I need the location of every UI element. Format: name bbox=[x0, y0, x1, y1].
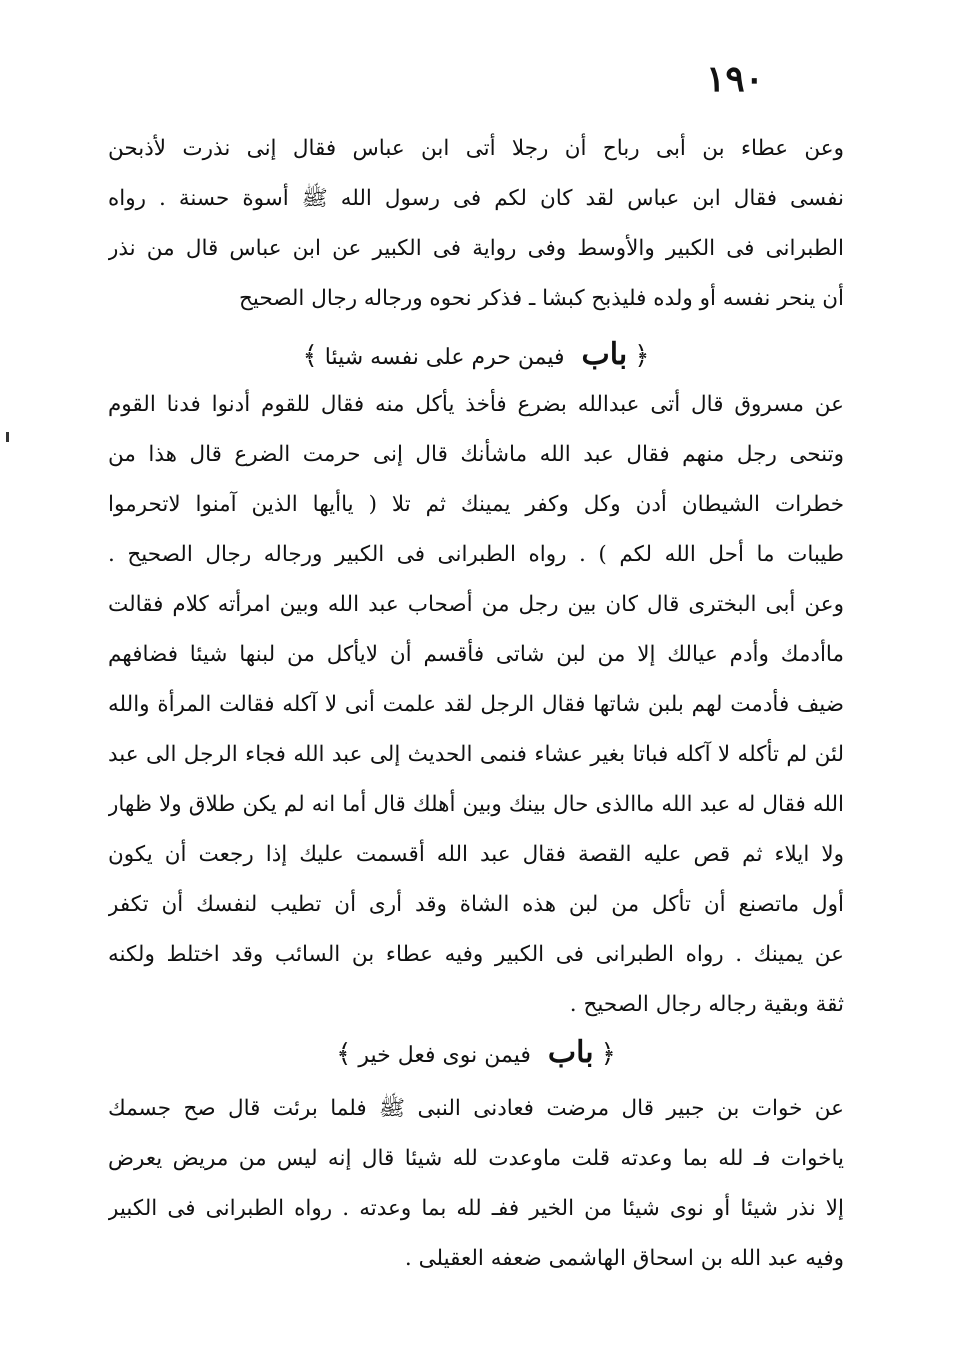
section-heading-1 bbox=[108, 326, 844, 384]
paragraph-1 bbox=[108, 124, 844, 324]
text-line: خطرات الشيطان أدن وكل وكفر يمينك ثم تلا ( ياأيها الذين آمنوا لاتحرموا bbox=[108, 492, 844, 517]
text-line: لئن لم تأكله لا آكله فباتا بغير عشاء فنمى الحديث إلى عبد الله فجاء الرجل الى عبد bbox=[108, 742, 844, 767]
text-line: طيبات ما أحل الله لكم ) . رواه الطبرانى فى الكبير ورجاله رجال الصحيح . bbox=[108, 542, 844, 567]
margin-mark bbox=[6, 432, 9, 442]
text-line: الطبرانى فى الكبير والأوسط وفى رواية فى الكبير عن ابن عباس قال من نذر bbox=[108, 236, 844, 261]
heading-title: فيمن حرم على نفسه شيئا bbox=[324, 345, 565, 370]
text-line: ثقة وبقية رجاله رجال الصحيح . bbox=[569, 992, 844, 1017]
text-line: ضيف فأدمت لهم بلبن شاتها فقال الرجل لقد علمت أنى لا آكله فقالت المرأة والله bbox=[108, 692, 844, 717]
text-line: وعن عطاء بن أبى رباح أن رجلا أتى ابن عباس فقال إنى نذرت لأذبحن bbox=[108, 136, 844, 161]
text-line: وعن أبى البخترى قال كان بين رجل من أصحاب عبد الله وبين امرأته كلام فقالت bbox=[108, 592, 844, 617]
page-number: ١٩٠ bbox=[705, 58, 764, 100]
text-line: وفيه عبد الله بن اسحاق الهاشمى ضعفه العقيلى . bbox=[404, 1246, 844, 1271]
text-line: أن ينحر نفسه أو ولده فليذبح كبشا ـ فذكر نحوه ورجاله رجال الصحيح bbox=[238, 286, 844, 311]
text-line: ياخوات فـ لله بما وعدته قلت ماوعدت لله شيئا قال إنه ليس من مريض يعرض bbox=[108, 1146, 844, 1171]
text-line: ماأدمك وأدم عيالك إلا من لبن شاتى فأقسم أن لايأكل من لبنها شيئا فضافهم bbox=[108, 642, 844, 667]
text-line: وتنحى رجل منهم فقال عبد الله ماشأنك قال إنى حرمت الضرع قال هذا من bbox=[108, 442, 844, 467]
text-line: عن خوات بن جبير قال مرضت فعادنى النبى ﷺ فلما برئت قال صح جسمك bbox=[108, 1096, 844, 1121]
heading-close-bracket: ﴾ bbox=[336, 1039, 352, 1069]
heading-open-bracket: ﴿ bbox=[634, 341, 650, 371]
paragraph-2 bbox=[108, 380, 844, 1030]
text-line: نفسى فقال ابن عباس لقد كان لكم فى رسول الله ﷺ أسوة حسنة . رواه bbox=[108, 186, 844, 211]
text-line: عن يمينك . رواه الطبرانى فى الكبير وفيه عطاء بن السائب وقد اختلط ولكنه bbox=[108, 942, 844, 967]
text-line: عن مسروق قال أتى عبدالله بضرع فأخذ يأكل منه فقال للقوم أدنوا فدنا القوم bbox=[108, 392, 844, 417]
text-line: الله فقال له عبد الله ماالذى حال بينك وبين أهلك قال أما انه لم يكن طلاق ولا ظهار bbox=[108, 792, 844, 817]
text-line: إلا نذر شيئا أو نوى شيئا من الخير ففـ لله بما وعدته . رواه الطبرانى فى الكبير bbox=[108, 1196, 844, 1221]
text-line: ولا ايلاء ثم قص عليه القصة فقال عبد الله أقسمت عليك إذا رجعت أن يكون bbox=[108, 842, 844, 867]
text-line: أول ماتصنع أن تأكل من لبن هذه الشاة وقد أرى أن تطيب لنفسك أن تكفر bbox=[108, 892, 844, 917]
paragraph-3 bbox=[108, 1084, 844, 1284]
heading-bab: باب bbox=[581, 337, 628, 372]
heading-open-bracket: ﴿ bbox=[600, 1039, 616, 1069]
heading-title: فيمن نوى فعل خير bbox=[358, 1043, 531, 1068]
heading-close-bracket: ﴾ bbox=[302, 341, 318, 371]
heading-bab: باب bbox=[547, 1035, 594, 1070]
section-heading-2 bbox=[108, 1024, 844, 1082]
